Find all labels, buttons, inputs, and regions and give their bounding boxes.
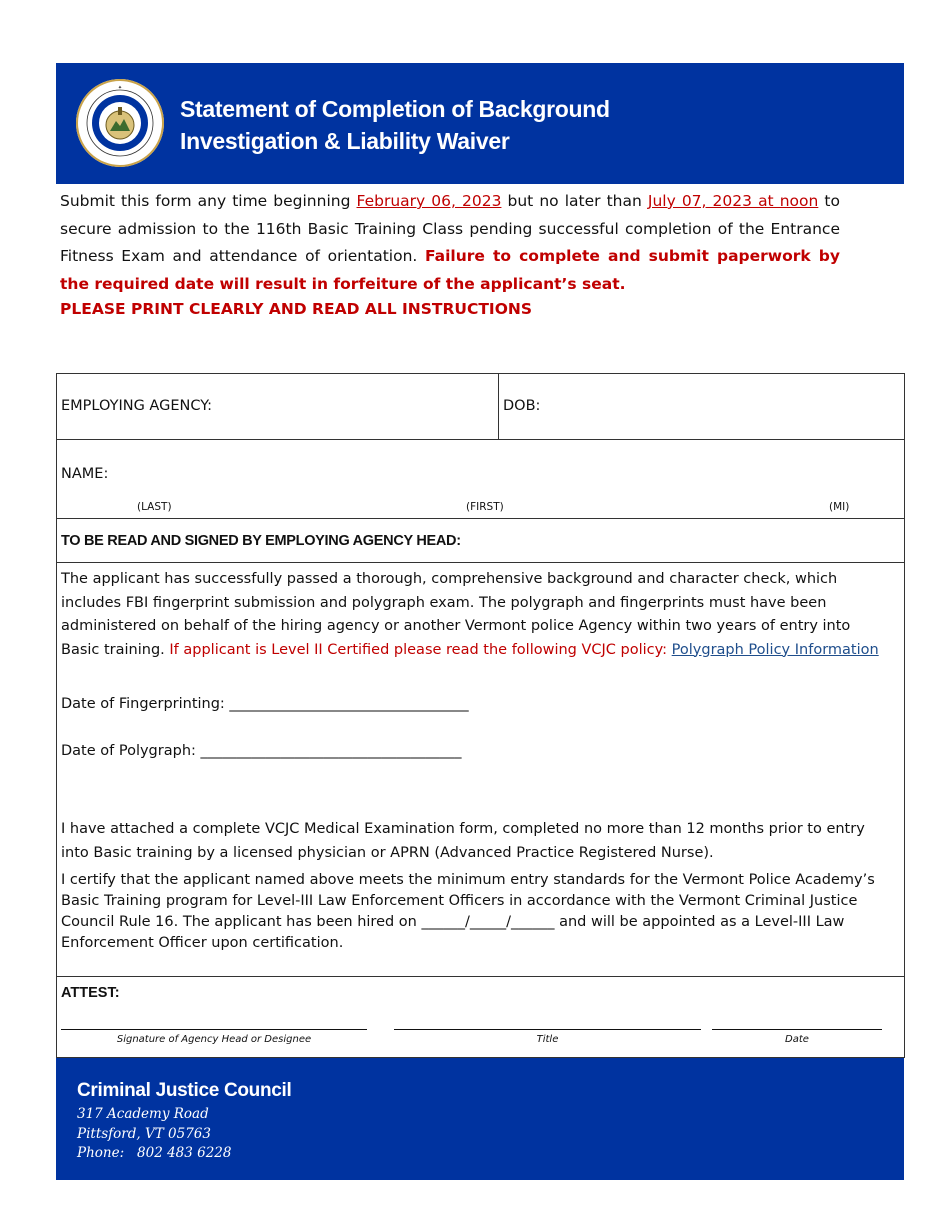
middle-initial-caption: (MI) [829, 501, 850, 513]
attest-heading: ATTEST: [61, 985, 120, 1001]
print-instructions: PLEASE PRINT CLEARLY AND READ ALL INSTRUCTIONS [60, 300, 533, 318]
header-banner [56, 63, 904, 184]
background-check-statement [61, 568, 889, 662]
intro-text-1: Submit this form any time beginning [60, 192, 351, 210]
forfeiture-warning: Failure to complete and submit paperwork by the required date will result in forfeiture of the applicant’s seat. [60, 247, 840, 293]
signature-caption: Signature of Agency Head or Designee [116, 1034, 312, 1045]
footer-phone: Phone: 802 483 6228 [77, 1145, 232, 1161]
title-line[interactable] [394, 1029, 701, 1030]
background-text: The applicant has successfully passed a thorough, comprehensive background and character check, which includes FBI fingerprint submission and polygraph exam. The polygraph and fingerprints must have been administered on behalf of the hiring agency or another Vermont police Agency within two years of entry into Basic training. [61, 571, 851, 658]
level2-note: If applicant is Level II Certified please read the following VCJC policy: [169, 641, 668, 658]
agency-dob-row [57, 374, 904, 440]
first-name-caption: (FIRST) [466, 501, 504, 513]
address-line-1: 317 Academy Road [77, 1106, 209, 1122]
intro-text-3: to secure admission to the 116th Basic Training Class pending successful completion of the Entrance Fitness Exam and attendance of orientation. [60, 192, 840, 265]
employing-agency-label: EMPLOYING AGENCY: [61, 398, 213, 414]
title-line-1: Statement of Completion of Background [180, 96, 610, 122]
polygraph-policy-link[interactable]: Polygraph Policy Information [671, 641, 879, 658]
end-date: July 07, 2023 at noon [647, 192, 819, 210]
name-row [57, 440, 904, 519]
agency-head-heading: TO BE READ AND SIGNED BY EMPLOYING AGENCY HEAD: [61, 533, 461, 549]
dob-label: DOB: [503, 398, 541, 414]
certification-statement: I certify that the applicant named above meets the minimum entry standards for the Vermont Police Academy’s Basic Training program for Level-III Law Enforcement Officers in accordance with the Vermont Criminal Justice Council Rule 16. The applicant has been hired on ______/_____/______ and will be appointed as a Level-III Law Enforcement Officer upon certification. [61, 872, 875, 951]
date-line[interactable] [712, 1029, 882, 1030]
intro-paragraph [60, 188, 840, 298]
name-label: NAME: [61, 466, 109, 482]
cell-divider [498, 374, 499, 439]
footer-address [77, 1105, 232, 1164]
footer-banner [56, 1058, 904, 1180]
svg-text:✦: ✦ [117, 85, 123, 91]
council-seal [76, 79, 164, 167]
agency-head-heading-row [57, 519, 904, 563]
attest-section [57, 976, 904, 1058]
footer-org-name: Criminal Justice Council [77, 1080, 292, 1101]
title-line-2: Investigation & Liability Waiver [180, 128, 510, 154]
medical-exam-statement: I have attached a complete VCJC Medical Examination form, completed no more than 12 months prior to entry into Basic training by a licensed physician or APRN (Advanced Practice Registered Nurse). [61, 821, 865, 861]
date-caption: Date [785, 1034, 809, 1045]
council-seal-icon [76, 79, 164, 167]
completion-form [56, 373, 905, 1058]
page-title [180, 93, 610, 157]
address-line-2: Pittsford, VT 05763 [77, 1125, 211, 1142]
intro-text-2: but no later than [507, 192, 642, 210]
polygraph-date-field[interactable]: Date of Polygraph: ____________________________________ [61, 743, 462, 759]
fingerprint-date-field[interactable]: Date of Fingerprinting: _________________________________ [61, 696, 469, 712]
title-caption: Title [536, 1034, 559, 1045]
start-date: February 06, 2023 [356, 192, 502, 210]
last-name-caption: (LAST) [137, 501, 172, 513]
signature-line[interactable] [61, 1029, 367, 1030]
